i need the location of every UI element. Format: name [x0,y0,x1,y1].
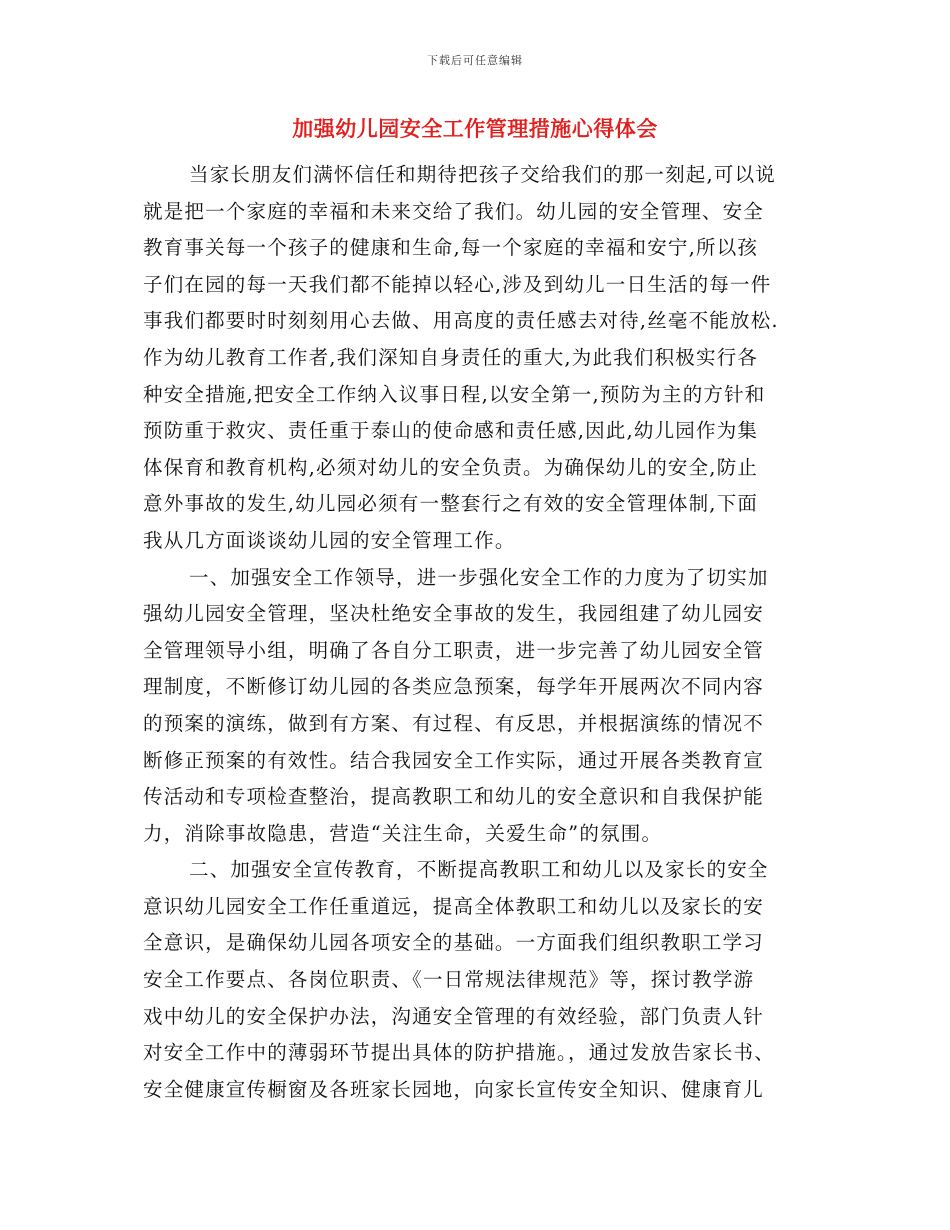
paragraph-line: 力，消除事故隐患，营造“关注生命，关爱生命”的氛围。 [143,821,663,845]
paragraph-line: 意外事故的发生,幼儿园必须有一整套行之有效的安全管理体制,下面 [143,492,759,516]
paragraph-line: 传活动和专项检查整治，提高教职工和幼儿的安全意识和自我保护能 [143,785,765,809]
document-title: 加强幼儿园安全工作管理措施心得体会 [292,116,658,141]
header-note: 下载后可任意编辑 [427,54,523,67]
paragraph-line: 预防重于救灾、责任重于泰山的使命感和责任感,因此,幼儿园作为集 [143,419,759,443]
document-body [143,157,813,1108]
paragraph-line: 教育事关每一个孩子的健康和生命,每一个家庭的幸福和安宁,所以孩 [143,236,759,260]
paragraph-line: 事我们都要时时刻刻用心去做、用高度的责任感去对待,丝毫不能放松. [143,309,779,333]
paragraph-line: 全管理领导小组，明确了各自分工职责，进一步完善了幼儿园安全管 [143,638,765,662]
paragraph-line: 安全工作要点、各岗位职责、《一日常规法律规范》等，探讨教学游 [143,968,755,992]
paragraph-line: 作为幼儿教育工作者,我们深知自身责任的重大,为此我们积极实行各 [143,345,759,369]
paragraph-line: 体保育和教育机构,必须对幼儿的安全负责。为确保幼儿的安全,防止 [143,455,759,479]
paragraph-line: 安全健康宣传橱窗及各班家长园地，向家长宣传安全知识、健康育儿 [143,1077,765,1101]
paragraph-line: 子们在园的每一天我们都不能掉以轻心,涉及到幼儿一日生活的每一件 [143,272,772,296]
paragraph-line: 戏中幼儿的安全保护办法，沟通安全管理的有效经验，部门负责人针 [143,1004,765,1028]
paragraph-line: 我从几方面谈谈幼儿园的安全管理工作。 [143,528,516,552]
paragraph-line: 理制度，不断修订幼儿园的各类应急预案，每学年开展两次不同内容 [143,675,765,699]
paragraph-line: 全意识，是确保幼儿园各项安全的基础。一方面我们组织教职工学习 [143,931,765,955]
paragraph-line: 的预案的演练，做到有方案、有过程、有反思，并根据演练的情况不 [143,711,765,735]
paragraph-line: 种安全措施,把安全工作纳入议事日程,以安全第一,预防为主的方针和 [143,382,766,406]
section-heading-line: 二、加强安全宣传教育，不断提高教职工和幼儿以及家长的安全 [189,858,769,882]
section-heading-line: 一、加强安全工作领导，进一步强化安全工作的力度为了切实加 [189,565,769,589]
paragraph-line: 意识幼儿园安全工作任重道远，提高全体教职工和幼儿以及家长的安 [143,894,765,918]
paragraph-line: 对安全工作中的薄弱环节提出具体的防护措施。，通过发放告家长书、 [143,1041,775,1065]
paragraph-line: 断修正预案的有效性。结合我园安全工作实际，通过开展各类教育宣 [143,748,765,772]
paragraph-line: 就是把一个家庭的幸福和未来交给了我们。幼儿园的安全管理、安全 [143,199,765,223]
paragraph-line: 强幼儿园安全管理，坚决杜绝安全事故的发生，我园组建了幼儿园安 [143,602,765,626]
paragraph-line: 当家长朋友们满怀信任和期待把孩子交给我们的那一刻起,可以说 [189,163,776,186]
